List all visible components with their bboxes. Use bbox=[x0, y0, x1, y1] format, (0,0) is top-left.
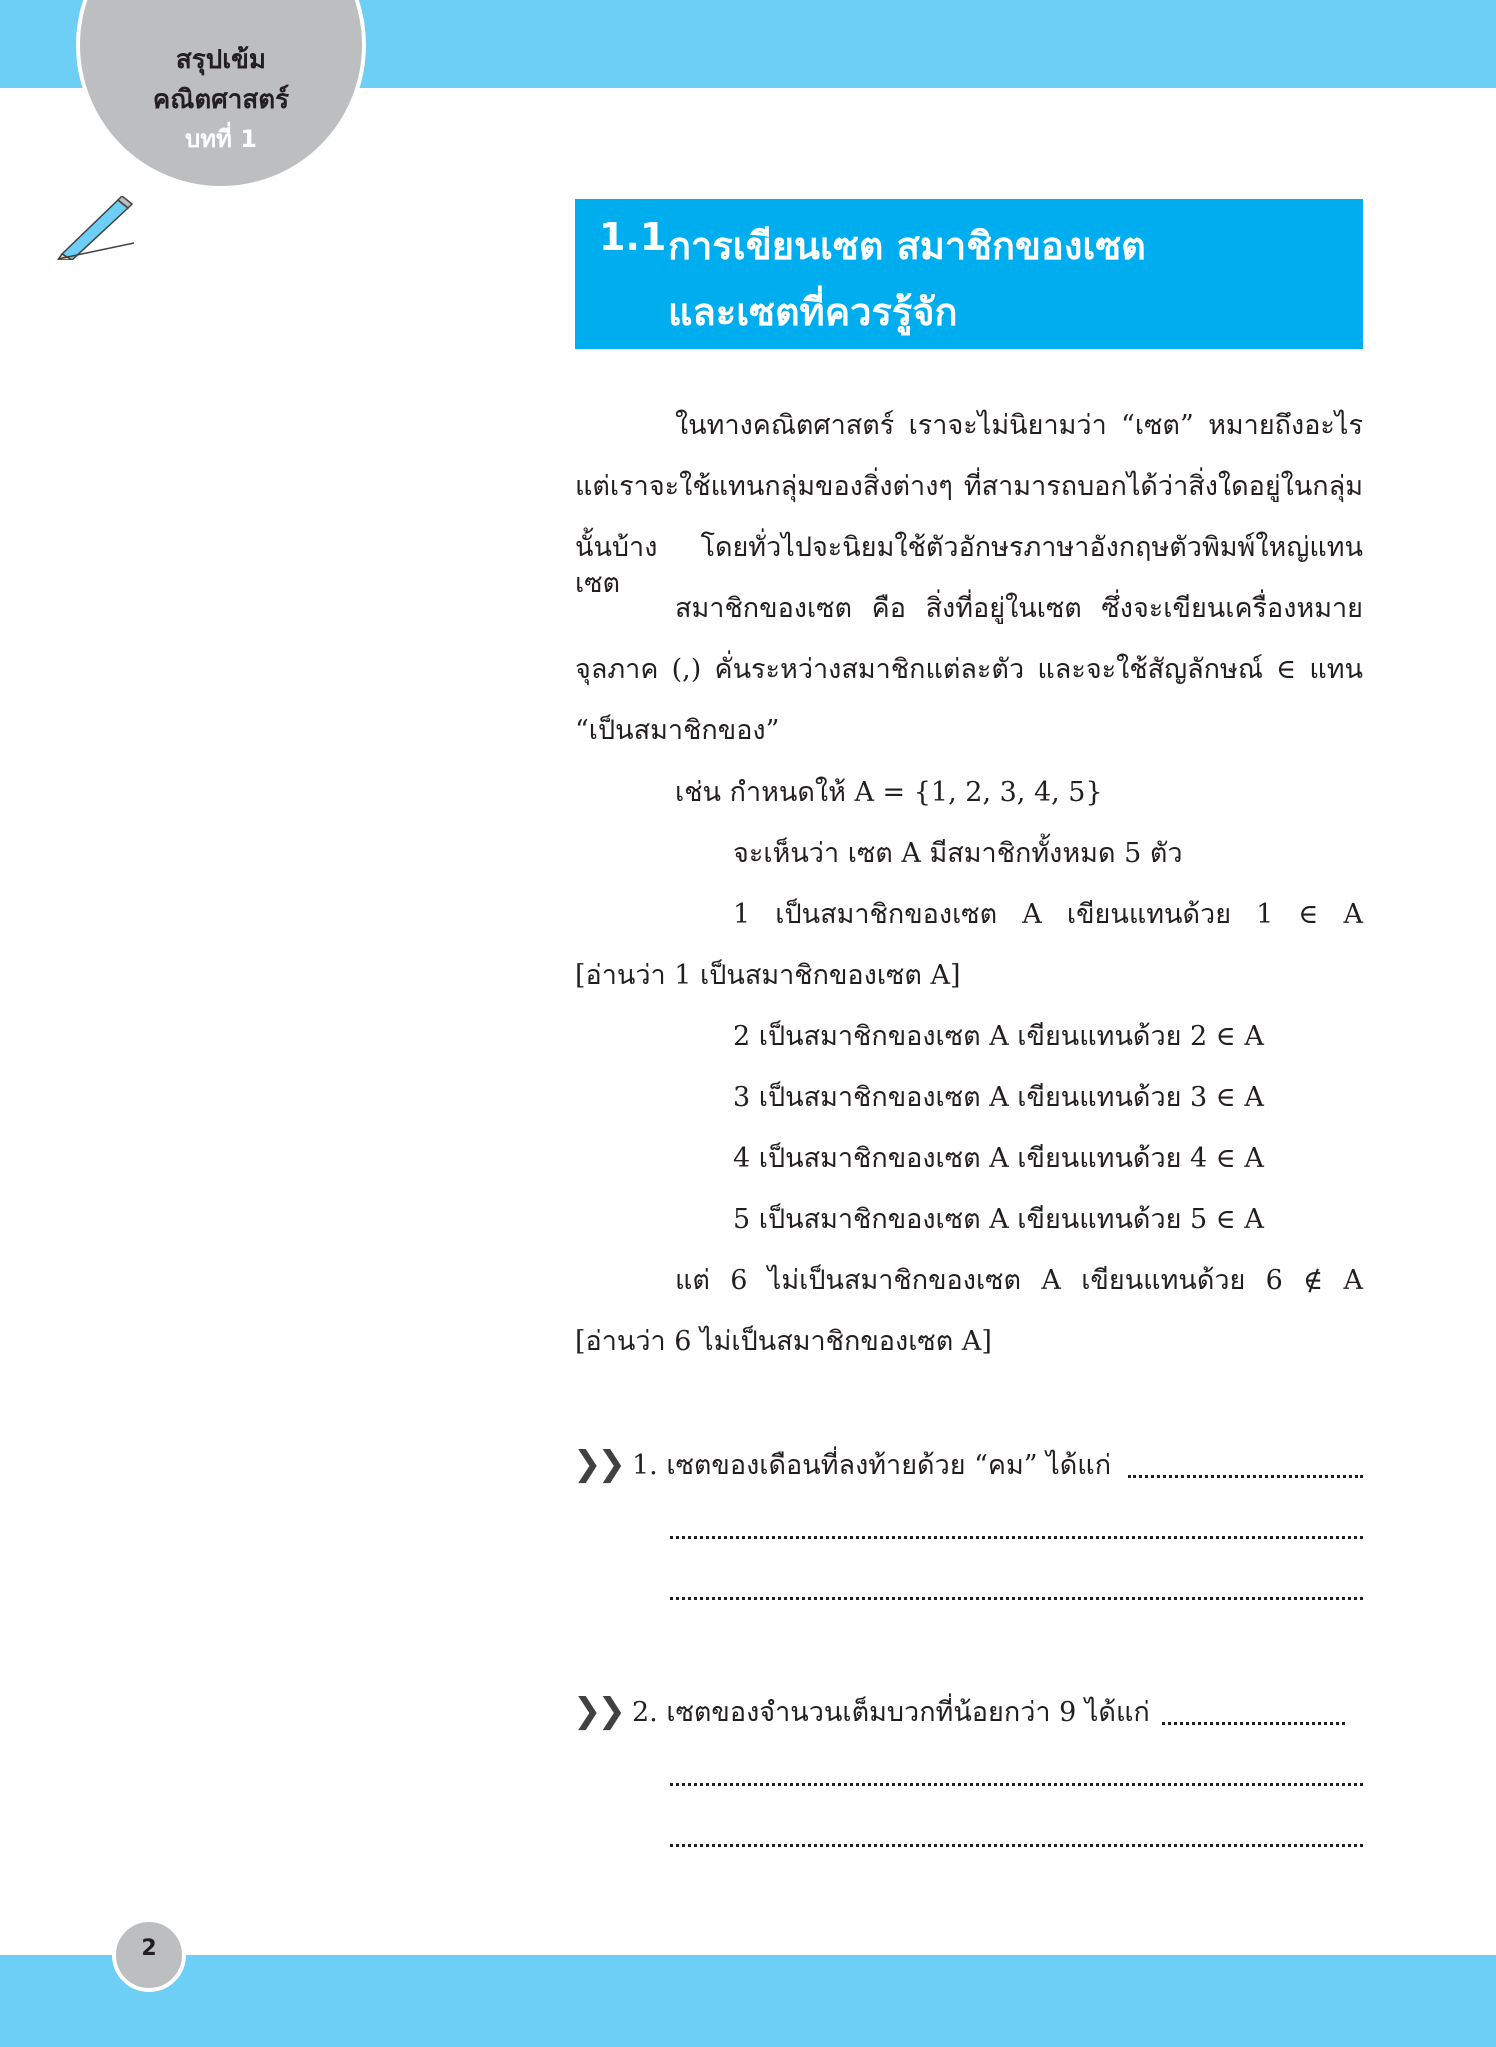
example-line7: แต่ 6 ไม่เป็นสมาชิกของเซต A เขียนแทนด้วย 6 ∉ A bbox=[675, 1265, 1363, 1296]
paragraph2-line1: สมาชิกของเซต คือ สิ่งที่อยู่ในเซต ซึ่งจะเขียนเครื่องหมาย bbox=[675, 593, 1363, 624]
section-number: 1.1 bbox=[599, 215, 667, 259]
exercise2-answer-line2[interactable] bbox=[670, 1783, 1363, 1786]
example-line1: จะเห็นว่า เซต A มีสมาชิกทั้งหมด 5 ตัว bbox=[733, 838, 1183, 869]
chapter-label bbox=[76, 40, 366, 158]
exercise1-question: 1. เซตของเดือนที่ลงท้ายด้วย “คม” ได้แก่ bbox=[632, 1450, 1112, 1481]
example-line3: 2 เป็นสมาชิกของเซต A เขียนแทนด้วย 2 ∈ A bbox=[733, 1021, 1264, 1052]
paragraph2-line3: “เป็นสมาชิกของ” bbox=[575, 715, 780, 746]
bottom-band bbox=[0, 1955, 1496, 2047]
example-line7-note: [อ่านว่า 6 ไม่เป็นสมาชิกของเซต A] bbox=[575, 1326, 992, 1357]
exercise1-answer-line1[interactable] bbox=[1128, 1475, 1363, 1478]
paragraph2-line2: จุลภาค (,) คั่นระหว่างสมาชิกแต่ละตัว และจะใช้สัญลักษณ์ ∈ แทน bbox=[575, 654, 1363, 685]
page-number: 2 bbox=[141, 1936, 157, 1961]
section-title-line2: และเซตที่ควรรู้จัก bbox=[668, 290, 958, 334]
chapter-line3: บทที่ 1 bbox=[185, 125, 257, 153]
exercise2-question: 2. เซตของจำนวนเต็มบวกที่น้อยกว่า 9 ได้แก่ bbox=[632, 1697, 1150, 1728]
double-chevron-icon: ❯❯ bbox=[573, 1444, 622, 1484]
exercise1-answer-line3[interactable] bbox=[670, 1597, 1363, 1600]
paragraph1-line3: นั้นบ้าง โดยทั่วไปจะนิยมใช้ตัวอักษรภาษาอังกฤษตัวพิมพ์ใหญ่แทนเซต bbox=[575, 532, 1363, 599]
example-line4: 3 เป็นสมาชิกของเซต A เขียนแทนด้วย 3 ∈ A bbox=[733, 1082, 1264, 1113]
example-line2: 1 เป็นสมาชิกของเซต A เขียนแทนด้วย 1 ∈ A bbox=[733, 899, 1363, 930]
section-title-line1: การเขียนเซต สมาชิกของเซต bbox=[668, 224, 1146, 268]
pencil-icon bbox=[56, 196, 136, 260]
chapter-line2: คณิตศาสตร์ bbox=[152, 85, 290, 115]
example-line2-note: [อ่านว่า 1 เป็นสมาชิกของเซต A] bbox=[575, 960, 961, 991]
exercise2-answer-line1[interactable] bbox=[1162, 1722, 1345, 1725]
chapter-line1: สรุปเข้ม bbox=[175, 45, 267, 75]
exercise1-answer-line2[interactable] bbox=[670, 1536, 1363, 1539]
section-title-box bbox=[575, 199, 1363, 349]
exercise2-answer-line3[interactable] bbox=[670, 1844, 1363, 1847]
paragraph1-line2: แต่เราจะใช้แทนกลุ่มของสิ่งต่างๆ ที่สามารถบอกได้ว่าสิ่งใดอยู่ในกลุ่ม bbox=[575, 471, 1363, 502]
example-intro: เช่น กำหนดให้ A = {1, 2, 3, 4, 5} bbox=[675, 777, 1103, 808]
paragraph1-line1: ในทางคณิตศาสตร์ เราจะไม่นิยามว่า “เซต” หมายถึงอะไร bbox=[675, 410, 1363, 441]
double-chevron-icon: ❯❯ bbox=[573, 1691, 622, 1731]
example-line5: 4 เป็นสมาชิกของเซต A เขียนแทนด้วย 4 ∈ A bbox=[733, 1143, 1264, 1174]
example-line6: 5 เป็นสมาชิกของเซต A เขียนแทนด้วย 5 ∈ A bbox=[733, 1204, 1264, 1235]
